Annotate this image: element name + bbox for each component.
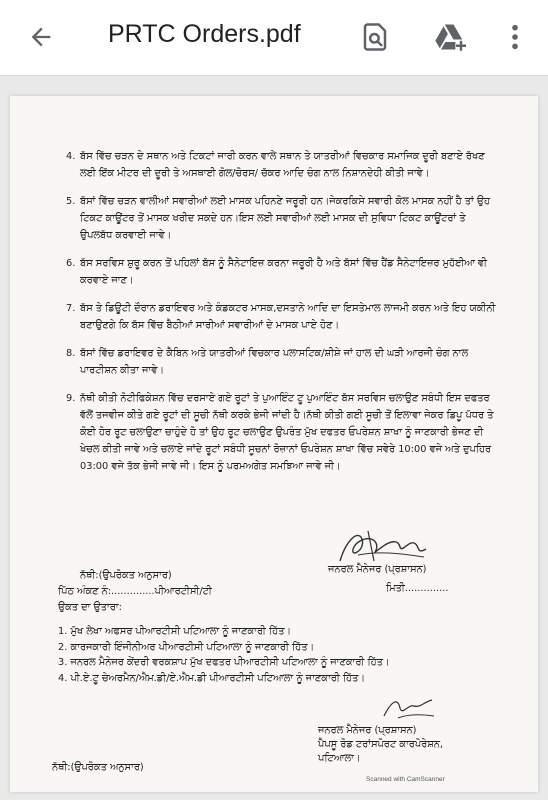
enclosure-note-bottom: ਨੱਥੀ:(ਉਪਰੋਕਤ ਅਨੁਸਾਰ) (52, 762, 144, 773)
list-item: 4. ਪੀ.ਏ.ਟੂ ਚੇਅਰਮੈਨ/ਐਮ.ਡੀ/ਏ.ਐਮ.ਡੀ ਪੀਆਰਟੀਸੀ ਪਟਿਆਲਾ ਨੂੰ ਜਾਣਕਾਰੀ ਹਿੱਤ। (58, 672, 365, 684)
list-item (66, 148, 500, 182)
pdf-viewer[interactable] (0, 76, 548, 800)
more-vert-icon (510, 23, 520, 51)
signatory-title: ਜਨਰਲ ਮੈਨੇਜਰ (ਪ੍ਰਸ਼ਾਸਨ) (328, 564, 427, 575)
organisation-name: ਪੈਪਸੂ ਰੋਡ ਟਰਾਂਸਪੋਰਟ ਕਾਰਪੋਰੇਸ਼ਨ, (318, 739, 443, 750)
signatory-title: ਜਨਰਲ ਮੈਨੇਜਰ (ਪ੍ਰਸ਼ਾਸਨ) (318, 725, 417, 736)
list-item (66, 255, 500, 289)
signature-initial (378, 694, 438, 724)
date-line: ਮਿਤੀ.............. (386, 583, 449, 594)
item-number: 9. (66, 393, 76, 404)
signatory-block (318, 724, 443, 766)
list-item (66, 300, 500, 334)
endorsement-number: ਪਿੱਠ ਅੰਕਣ ਨੰ:..............ਪੀਆਰਟੀਸੀ/ਟੀ (58, 586, 212, 597)
copy-heading: ਉਕਤ ਦਾ ਉਤਾਰਾ: (58, 602, 122, 613)
list-item (66, 193, 500, 244)
item-number: 7. (66, 303, 76, 314)
item-text: ਬੱਸ ਸਰਵਿਸ ਸ਼ੁਰੂ ਕਰਨ ਤੋਂ ਪਹਿਲਾਂ ਬੱਸ ਨੂੰ ਸੈਨੇਟਾਇਜ਼ ਕਰਨਾ ਜਰੂਰੀ ਹੈ ਅਤੇ ਬੱਸਾਂ ਵਿੱਚ ਹੈਂਡ ਸੈਨੇਟਾਇਜ਼ਰ ਮੁਹੱਈਆ ਵੀ ਕਰਵਾਏ ਜਾਣ। (80, 258, 487, 286)
document-title: PRTC Orders.pdf (108, 20, 301, 48)
find-in-page-button[interactable] (352, 14, 398, 60)
list-item: 1. ਮੁੱਖ ਲੇਖਾ ਅਫਸਰ ਪੀਆਰਟੀਸੀ ਪਟਿਆਲਾ ਨੂੰ ਜਾਣਕਾਰੀ ਹਿੱਤ। (58, 626, 292, 637)
add-to-drive-icon (434, 22, 468, 52)
app-bar (0, 0, 548, 76)
endorsement-block (58, 568, 212, 616)
organisation-city: ਪਟਿਆਲਾ। (318, 753, 361, 764)
item-text: ਬੱਸਾਂ ਵਿੱਚ ਡਰਾਇਵਰ ਦੇ ਕੈਬਿਨ ਅਤੇ ਯਾਤਰੀਆਂ ਵਿਚਕਾਰ ਪਲਾਸਟਿਕ/ਸ਼ੀਸ਼ੇ ਜਾਂ ਹਾਲ ਦੀ ਘੜੀ ਆਰਜੀ ਚੰਗ ਨਾਲ ਪਾਰਟੀਸ਼ਨ ਕੀਤਾ ਜਾਵੇ। (80, 348, 469, 376)
scanner-watermark: Scanned with CamScanner (366, 776, 445, 783)
order-items (66, 148, 500, 486)
copy-list (58, 624, 518, 686)
item-number: 6. (66, 258, 76, 269)
item-text: ਬੱਸ ਤੇ ਡਿਊਟੀ ਦੌਰਾਨ ਡਰਾਇਵਰ ਅਤੇ ਕੰਡਕਟਰ ਮਾਸਕ,ਦਸਤਾਨੇ ਆਦਿ ਦਾ ਇਸਤੇਮਾਲ ਲਾਜਮੀ ਕਰਨ ਅਤੇ ਇਹ ਯਕੀਨੀ ਬਣਾਉਣਗੇ ਕਿ ਬੱਸ ਵਿੱਚ ਬੈਠੀਆਂ ਸਾਰੀਆਂ ਸਵਾਰੀਆਂ ਦੇ ਮਾਸਕ ਪਾਏ ਹੋਣ। (80, 303, 496, 331)
list-item: 2. ਕਾਰਜਕਾਰੀ ਇੰਜੀਨੀਅਰ ਪੀਆਰਟੀਸੀ ਪਟਿਆਲਾ ਨੂੰ ਜਾਣਕਾਰੀ ਹਿੱਤ। (58, 641, 315, 653)
find-in-page-icon (360, 22, 390, 52)
pdf-page (10, 96, 538, 792)
enclosure-note: ਨੱਥੀ:(ਉਪਰੋਕਤ ਅਨੁਸਾਰ) (80, 570, 172, 581)
item-text: ਬੱਸਾਂ ਵਿੱਚ ਚੜਨ ਵਾਲੀਆਂ ਸਵਾਰੀਆਂ ਲਈ ਮਾਸਕ ਪਹਿਨਣੇ ਜਰੂਰੀ ਹਨ।ਜੇਕਰਕਿਸੇ ਸਵਾਰੀ ਕੋਲ ਮਾਸਕ ਨਹੀਂ ਹੈ ਤਾਂ ਉਹ ਟਿਕਟ ਕਾਊਂਟਰ ਤੋਂ ਮਾਸਕ ਖਰੀਦ ਸਕਦੇ ਹਨ।ਇਸ ਲਈ ਸਵਾਰੀਆਂ ਲਈ ਮਾਸਕ ਦੀ ਸੁਵਿਧਾ ਟਿਕਟ ਕਾਊਂਟਰਾਂ ਤੇ ਉਪਲਬੱਧ ਕਰਵਾਈ ਜਾਵੇ। (80, 196, 491, 241)
more-options-button[interactable] (492, 14, 538, 60)
item-number: 8. (66, 348, 76, 359)
back-arrow-icon (27, 23, 55, 51)
add-to-drive-button[interactable] (428, 14, 474, 60)
item-number: 4. (66, 151, 76, 162)
item-text: ਬੱਸ ਵਿੱਚ ਚੜਨ ਦੇ ਸਥਾਨ ਅਤੇ ਟਿਕਟਾਂ ਜਾਰੀ ਕਰਨ ਵਾਲੇ ਸਥਾਨ ਤੇ ਯਾਤਰੀਆਂ ਵਿਚਕਾਰ ਸਮਾਜਿਕ ਦੂਰੀ ਬਣਾਏ ਰੱਖਣ ਲਈ ਇੱਕ ਮੀਟਰ ਦੀ ਦੂਰੀ ਤੇ ਅਸਥਾਈ ਗੋਲ/ਚੋਰਸ/ ਚੱਕਰ ਆਦਿ ਚੰਗ ਨਾਲ ਨਿਸ਼ਾਨਦੇਹੀ ਕੀਤੀ ਜਾਵੇ। (80, 151, 485, 179)
list-item: 3. ਜਨਰਲ ਮੈਨੇਜਰ ਕੇਂਦਰੀ ਵਰਕਸ਼ਾਪ ਮੁੱਖ ਦਫਤਰ ਪੀਆਰਟੀਸੀ ਪਟਿਆਲਾ ਨੂੰ ਜਾਣਕਾਰੀ ਹਿੱਤ। (58, 657, 390, 668)
back-button[interactable] (18, 14, 64, 60)
list-item (66, 390, 500, 475)
item-text: ਨੱਥੀ ਕੀਤੀ ਨੋਟੀਫਿਕੇਸ਼ਨ ਵਿੱਚ ਦਰਸਾਏ ਗਏ ਰੂਟਾਂ ਤੇ ਪੁਆਇੰਟ ਟੂ ਪੁਆਇੰਟ ਬੱਸ ਸਰਵਿਸ ਚਲਾਉਣ ਸਬੰਧੀ ਇਸ ਦਫਤਰ ਵੱਲੋਂ ਤਜਵੀਜ ਕੀਤੇ ਗਏ ਰੂਟਾਂ ਦੀ ਸੂਚੀ ਨੱਥੀ ਕਰਕੇ ਭੇਜੀ ਜਾਂਦੀ ਹੈ।ਨੱਥੀ ਕੀਤੀ ਗਈ ਸੂਚੀ ਤੋਂ ਇਲਾਵਾ ਜੇਕਰ ਡਿਪੂ ਪੱਧਰ ਤੇ ਕੋਈ ਹੋਰ ਰੂਟ ਚਲਾਉਣਾ ਚਾਹੁੰਦੇ ਹੋ ਤਾਂ ਉਹ ਰੂਟ ਚਲਾਉਣ ਉਪਰੰਤ ਮੁੱਖ ਦਫਤਰ ਓਪਰੇਸ਼ਨ ਸ਼ਾਖਾ ਨੂੰ ਜਾਣਕਾਰੀ ਭੇਜਣ ਦੀ ਖੇਚਲ ਕੀਤੀ ਜਾਵੇ ਅਤੇ ਚਲਾਏ ਜਾਂਦੇ ਰੂਟਾਂ ਸਬੰਧੀ ਸੂਚਨਾਂ ਰੋਜ਼ਾਨਾਂ ਓਪਰੇਸ਼ਨ ਸ਼ਾਖਾ ਵਿੱਚ ਸਵੇਰੇ 10:00 ਵਜੇ ਅਤੇ ਦੁਪਹਿਰ 03:00 ਵਜੇ ਤੱਕ ਭੇਜੀ ਜਾਵੇ ਜੀ। ਇਸ ਨੂੰ ਪਰਮਅਗੇਤ ਸਮਝਿਆ ਜਾਵੇ ਜੀ। (80, 393, 494, 472)
list-item (66, 345, 500, 379)
item-number: 5. (66, 196, 76, 207)
